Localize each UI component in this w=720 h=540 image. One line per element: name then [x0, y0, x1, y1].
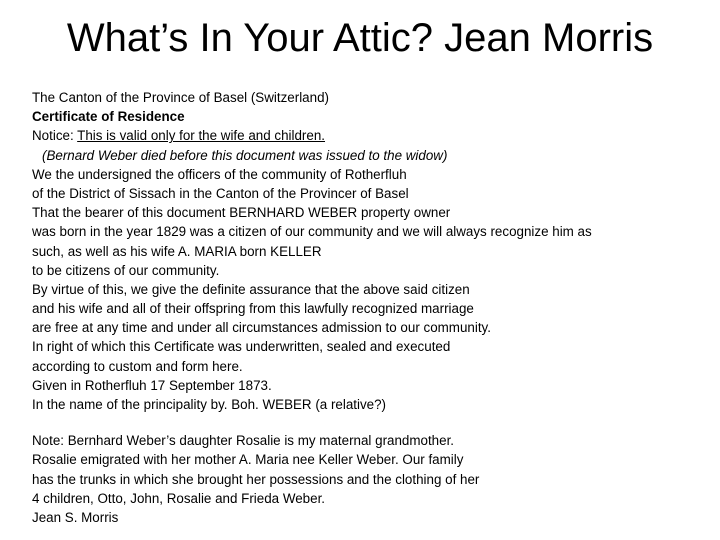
certificate-line: Given in Rotherfluh 17 September 1873.	[32, 377, 272, 393]
notice-text: This is valid only for the wife and children.	[77, 128, 326, 144]
canton-line: The Canton of the Province of Basel (Switzerland)	[32, 90, 329, 105]
certificate-line: are free at any time and under all circumstances admission to our community.	[32, 320, 491, 336]
notice-line	[32, 126, 716, 145]
aside-note: (Bernard Weber died before this document was issued to the widow)	[42, 147, 448, 163]
certificate-line: By virtue of this, we give the definite assurance that the above said citizen	[32, 281, 470, 297]
note-line: Note: Bernhard Weber’s daughter Rosalie is my maternal grandmother.	[32, 433, 455, 449]
slide-title: What’s In Your Attic? Jean Morris	[66, 16, 654, 60]
note-line: 4 children, Otto, John, Rosalie and Frieda Weber.	[32, 490, 326, 506]
certificate-line: In the name of the principality by. Boh. WEBER (a relative?)	[32, 397, 387, 412]
note-line: Rosalie emigrated with her mother A. Maria nee Keller Weber. Our family	[32, 452, 464, 468]
certificate-line: according to custom and form here.	[32, 358, 243, 374]
note-signature: Jean S. Morris	[32, 509, 119, 525]
document-body	[32, 88, 716, 527]
notice-label: Notice:	[32, 128, 78, 144]
certificate-line: and his wife and all of their offspring from this lawfully recognized marriage	[32, 301, 474, 317]
certificate-line: of the District of Sissach in the Canton of the Provincer of Basel	[32, 185, 409, 201]
certificate-line: That the bearer of this document BERNHARD WEBER property owner	[32, 205, 451, 221]
certificate-heading: Certificate of Residence	[32, 109, 185, 125]
certificate-line: In right of which this Certificate was underwritten, sealed and executed	[32, 339, 451, 355]
note-line: has the trunks in which she brought her possessions and the clothing of her	[32, 471, 480, 487]
paragraph-gap	[32, 414, 716, 431]
certificate-line: We the undersigned the officers of the community of Rotherfluh	[32, 166, 407, 182]
certificate-line: was born in the year 1829 was a citizen of our community and we will always recognize him as	[32, 224, 592, 240]
certificate-line: such, as well as his wife A. MARIA born KELLER	[32, 243, 322, 259]
certificate-line: to be citizens of our community.	[32, 262, 220, 278]
